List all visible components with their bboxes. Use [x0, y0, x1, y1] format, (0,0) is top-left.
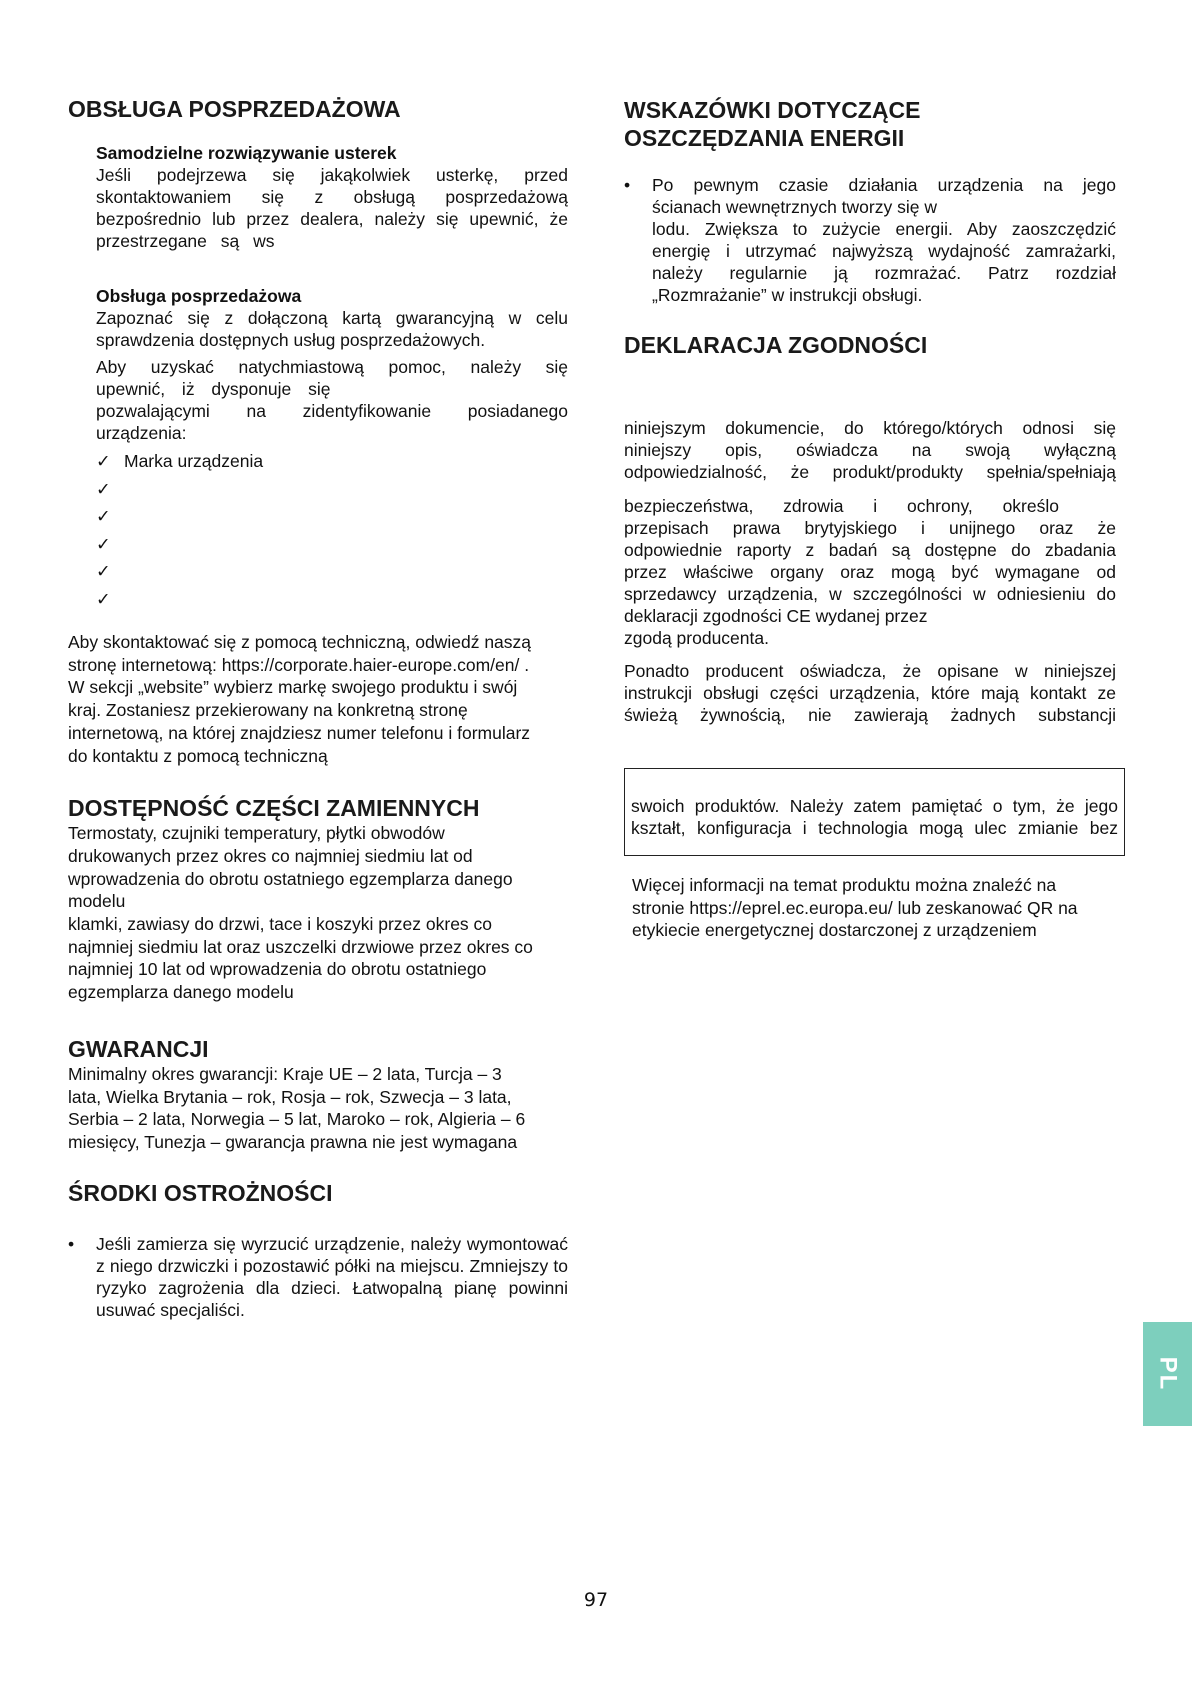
- notice-line: swoich produktów. Należy zatem pamiętać o tym, że jego: [631, 796, 1118, 816]
- page-number: 97: [583, 1589, 609, 1611]
- declaration-line: przepisach prawa brytyjskiego i unijnego oraz że: [624, 518, 1116, 538]
- identification-line: urządzenia:: [96, 423, 187, 443]
- spare-parts-text-2: klamki, zawiasy do drzwi, tace i koszyki przez okres co najmniej siedmiu lat oraz uszczelki drzwiowe przez okres co najmniej 10 lat od wprowadzenia do obrotu ostatniego egzemplarza danego modelu: [68, 914, 533, 1003]
- notice-line: kształt, konfiguracja i technologia mogą ulec zmianie bez: [631, 818, 1118, 838]
- after-sales-heading: Obsługa posprzedażowa: [96, 286, 302, 306]
- energy-line: lodu. Zwiększa to zużycie energii. Aby zaoszczędzić: [652, 219, 1116, 239]
- check-item: [96, 558, 568, 586]
- declaration-line: świeżą żywnością, nie zawierają żadnych substancji: [624, 705, 1116, 725]
- identification-line: Aby uzyskać natychmiastową pomoc, należy się: [96, 357, 568, 377]
- checklist: [68, 448, 568, 613]
- bullet-icon: •: [624, 175, 631, 195]
- checkmark-icon: ✓: [96, 506, 111, 526]
- declaration-line: instrukcji obsługi części urządzenia, które mają kontakt ze: [624, 683, 1116, 703]
- energy-line: energię i utrzymać najwyższą wydajność zamrażarki,: [652, 241, 1116, 261]
- self-help-last-line: przestrzegane są ws: [96, 231, 275, 251]
- bullet-icon: •: [68, 1233, 75, 1254]
- declaration-line: Ponadto producent oświadcza, że opisane w niniejszej: [624, 661, 1116, 681]
- declaration-line: bezpieczeństwa, zdrowia i ochrony, określo: [624, 496, 1059, 516]
- contact-support-text: Aby skontaktować się z pomocą techniczną, odwiedź naszą stronę internetową: https://corporate.haier-europe.com/en/ . W sekcji „website” wybierz markę swojego produktu i swój kraj. Zostaniesz przekierowany na konkretną stronę internetową, na której znajdziesz numer telefonu i formularz do kontaktu z pomocą techniczną: [68, 632, 532, 766]
- energy-text: [652, 174, 1116, 306]
- service-title: OBSŁUGA POSPRZEDAŻOWA: [68, 96, 401, 122]
- after-sales-section: [68, 286, 568, 444]
- declaration-line: sprzedawcy urządzenia, w szczególności w odniesieniu do: [624, 584, 1116, 604]
- energy-title: [624, 96, 1124, 152]
- energy-line: Po pewnym czasie działania urządzenia na jego: [652, 175, 1116, 195]
- checkmark-icon: ✓: [96, 451, 111, 471]
- after-sales-text: sprawdzenia dostępnych usług posprzedażowych.: [96, 330, 486, 350]
- precautions-item: [68, 1233, 568, 1321]
- spare-parts-text: Termostaty, czujniki temperatury, płytki obwodów drukowanych przez okres co najmniej siedmiu lat od wprowadzenia do obrotu ostatniego egzemplarza danego modelu: [68, 823, 513, 912]
- warranty-title: GWARANCJI: [68, 1035, 209, 1062]
- language-tab-label: PL: [1154, 1356, 1182, 1392]
- check-item: [96, 476, 568, 504]
- check-item: [96, 531, 568, 559]
- checkmark-icon: ✓: [96, 478, 111, 499]
- energy-title-line: OSZCZĘDZANIA ENERGII: [624, 125, 905, 151]
- declaration-line: zgodą producenta.: [624, 628, 769, 648]
- declaration-line: niniejszy opis, oświadcza na swoją wyłączną: [624, 440, 1116, 460]
- check-item-label: Marka urządzenia: [124, 451, 264, 471]
- self-help-line: skontaktowaniem się z obsługą posprzedażową: [96, 187, 568, 207]
- identification-line: pozwalającymi na zidentyfikowanie posiadanego: [96, 401, 568, 421]
- check-item: [96, 503, 568, 531]
- check-item: [96, 448, 568, 476]
- self-help-line: bezpośrednio lub przez dealera, należy się upewnić, że: [96, 209, 568, 229]
- more-info-text: Więcej informacji na temat produktu można znaleźć na stronie https://eprel.ec.europa.eu/ lub zeskanować QR na etykiecie energetycznej dostarczonej z urządzeniem: [632, 875, 1078, 941]
- right-column: [624, 96, 1124, 942]
- notice-box: [624, 768, 1125, 856]
- declaration-body: [624, 417, 1116, 726]
- energy-line: należy regularnie ją rozmrażać. Patrz rozdział: [652, 263, 1116, 283]
- declaration-title: DEKLARACJA ZGODNOŚCI: [624, 332, 928, 358]
- energy-line: ścianach wewnętrznych tworzy się w: [652, 197, 937, 217]
- energy-title-line: WSKAZÓWKI DOTYCZĄCE: [624, 97, 921, 123]
- precautions-text: Jeśli zamierza się wyrzucić urządzenie, należy wymontować z niego drzwiczki i pozostawić półki na miejscu. Zmniejszy to ryzyko zagrożenia dla dzieci. Łatwopalną pianę powinni usuwać specjaliści.: [96, 1233, 568, 1320]
- self-help-section: [68, 143, 568, 252]
- checkmark-icon: ✓: [96, 588, 111, 609]
- language-tab: [1143, 1322, 1192, 1426]
- declaration-line: deklaracji zgodności CE wydanej przez: [624, 606, 928, 626]
- energy-line: „Rozmrażanie” w instrukcji obsługi.: [652, 285, 923, 305]
- spare-parts-title: DOSTĘPNOŚĆ CZĘŚCI ZAMIENNYCH: [68, 795, 480, 822]
- checkmark-icon: ✓: [96, 533, 111, 554]
- check-item: [96, 586, 568, 614]
- self-help-heading: Samodzielne rozwiązywanie usterek: [96, 143, 397, 163]
- identification-line: upewnić, iż dysponuje się: [96, 379, 331, 399]
- declaration-line: przez właściwe organy oraz mogą być wymagane od: [624, 562, 1116, 582]
- declaration-line: odpowiednie raporty z badań są dostępne do zbadania: [624, 540, 1116, 560]
- left-column: [68, 96, 568, 1321]
- precautions-title: ŚRODKI OSTROŻNOŚCI: [68, 1179, 333, 1206]
- warranty-text: Minimalny okres gwarancji: Kraje UE – 2 lata, Turcja – 3 lata, Wielka Brytania – rok, Rosja – rok, Szwecja – 3 lata, Serbia – 2 lata, Norwegia – 5 lat, Maroko – rok, Algieria – 6 miesięcy, Tunezja – gwarancja prawna nie jest wymagana: [68, 1063, 526, 1152]
- self-help-line: Jeśli podejrzewa się jakąkolwiek usterkę, przed: [96, 165, 568, 185]
- after-sales-text: Zapoznać się z dołączoną kartą gwarancyjną w celu: [96, 308, 568, 328]
- checkmark-icon: ✓: [96, 561, 111, 581]
- declaration-line: niniejszym dokumencie, do którego/których odnosi się: [624, 418, 1116, 438]
- declaration-line: odpowiedzialność, że produkt/produkty spełnia/spełniają: [624, 462, 1116, 482]
- energy-item: [624, 174, 1124, 306]
